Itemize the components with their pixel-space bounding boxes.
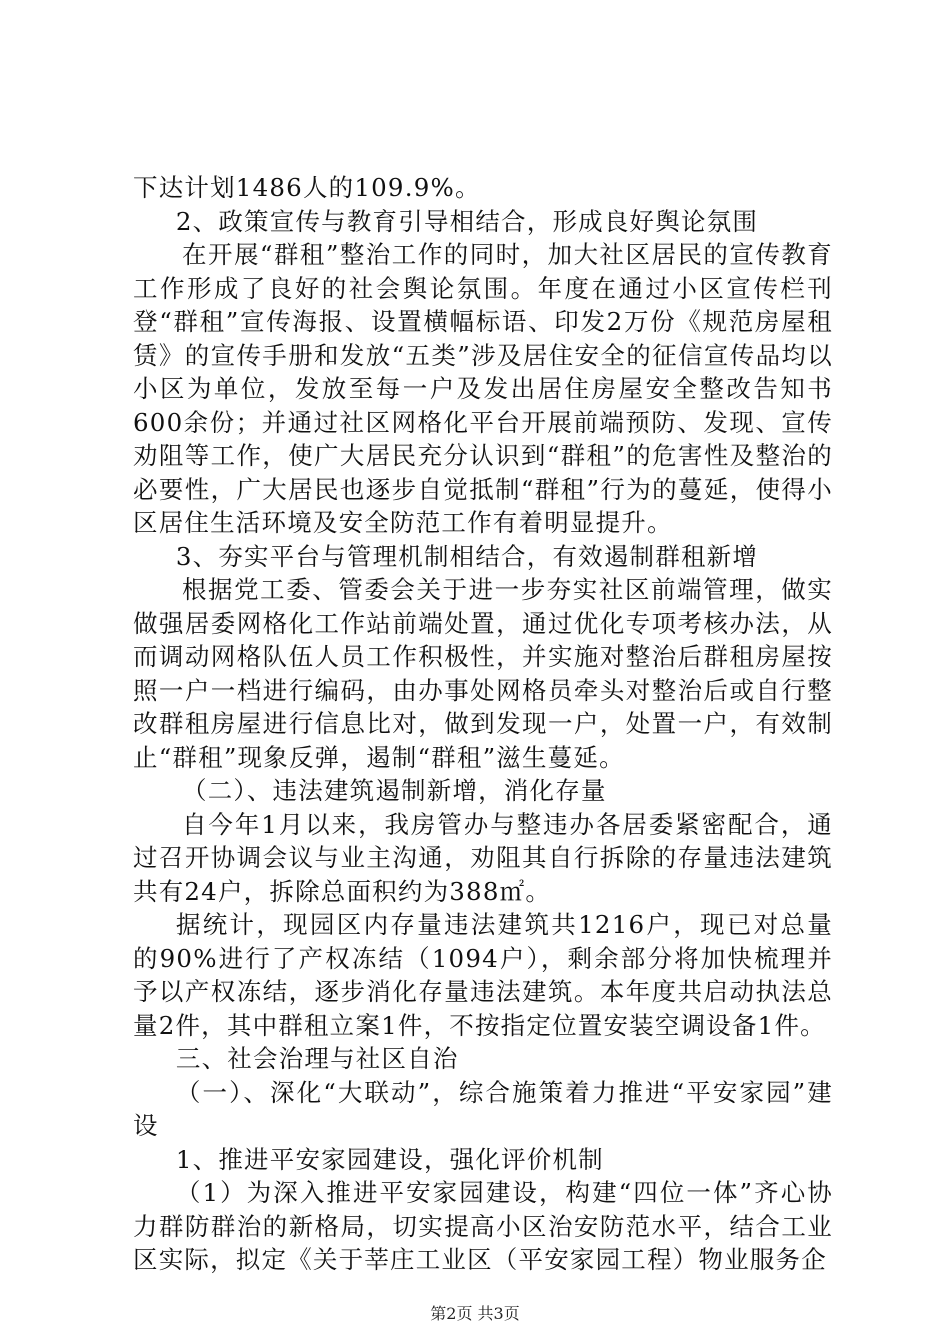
document-body [133,171,833,1277]
heading-platform-mechanism: 3、夯实平台与管理机制相结合，有效遏制群租新增 [175,541,759,571]
paragraph-safe-home-detail: （1）为深入推进平安家园建设，构建“四位一体”齐心协力群防群治的新格局，切实提高小区治安防范水平，结合工业区实际，拟定《关于莘庄工业区（平安家园工程）物业服务企 [133,1178,833,1274]
heading-social-governance: 三、社会治理与社区自治 [175,1044,459,1073]
paragraph-publicity: 在开展“群租”整治工作的同时，加大社区居民的宣传教育工作形成了良好的社会舆论氛围。年度在通过小区宣传栏刊登“群租”宣传海报、设置横幅标语、印发2万份《规范房屋租赁》的宣传手册和发放“五类”涉及居住安全的征信宣传品均以小区为单位，发放至每一户及发出居住房屋安全整改告知书600余份；并通过社区网格化平台开展前端预防、发现、宣传劝阻等工作，使广大居民充分认识到“群租”的危害性及整治的必要性，广大居民也逐步自觉抵制“群租”行为的蔓延，使得小区居住生活环境及安全防范工作有着明显提升。 [133,240,833,537]
heading-evaluation-mechanism: 1、推进平安家园建设，强化评价机制 [175,1144,604,1174]
heading-safe-home: （一）、深化“大联动”，综合施策着力推进“平安家园”建设 [133,1077,833,1140]
paragraph-continuation: 下达计划1486人的109.9%。 [133,173,481,202]
paragraph-statistics: 据统计，现园区内存量违法建筑共1216户，现已对总量的90%进行了产权冻结（1094户），剩余部分将加快梳理并予以产权冻结，逐步消化存量违法建筑。本年度共启动执法总量2件，其中群租立案1件，不按指定位置安装空调设备1件。 [133,910,833,1040]
paragraph-demolition: 自今年1月以来，我房管办与整违办各居委紧密配合，通过召开协调会议与业主沟通，劝阻其自行拆除的存量违法建筑共有24户，拆除总面积约为388㎡。 [133,809,833,906]
paragraph-platform: 根据党工委、管委会关于进一步夯实社区前端管理，做实做强居委网格化工作站前端处置，通过优化专项考核办法，从而调动网格队伍人员工作积极性，并实施对整治后群租房屋按照一户一档进行编码，由办事处网格员牵头对整治后或自行整改群租房屋进行信息比对，做到发现一户，处置一户，有效制止“群租”现象反弹，遏制“群租”滋生蔓延。 [133,575,833,772]
page-footer: 第2页 共3页 [430,1304,520,1323]
heading-policy-publicity: 2、政策宣传与教育引导相结合，形成良好舆论氛围 [175,206,759,236]
heading-illegal-buildings: （二）、违法建筑遏制新增，消化存量 [182,776,607,805]
